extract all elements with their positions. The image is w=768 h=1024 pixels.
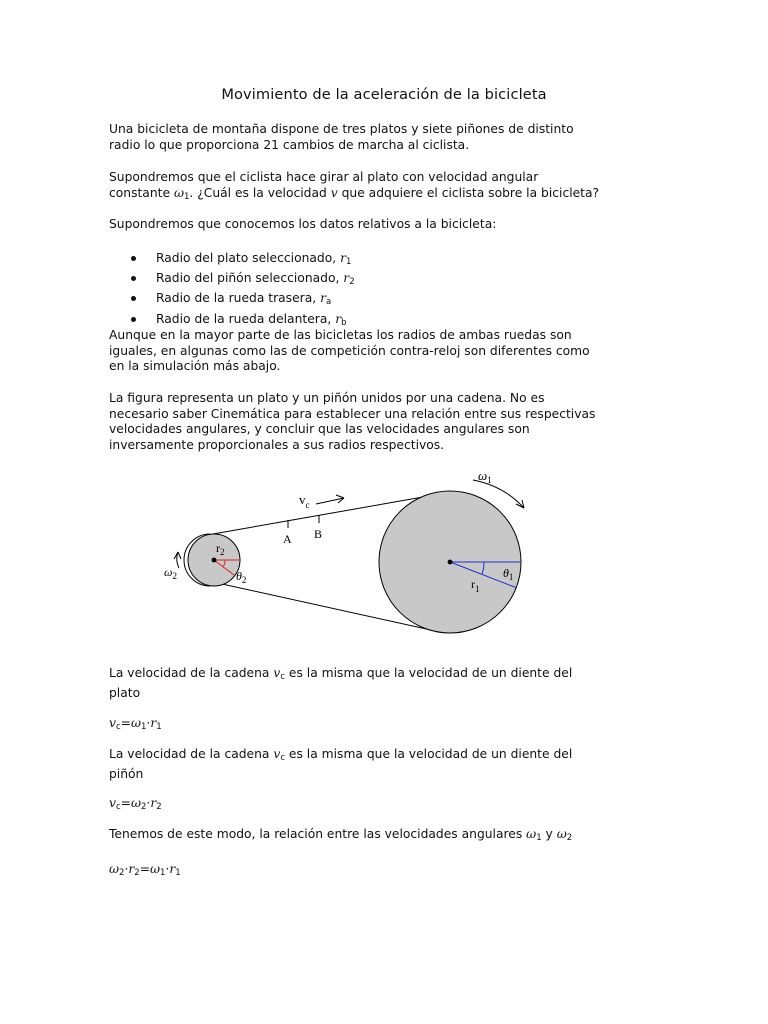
omega1-label: $\omega_1$: [478, 468, 492, 485]
relation-text: y: [541, 827, 557, 841]
wheels-note-paragraph: [109, 328, 669, 375]
radius-symbol: r: [335, 311, 342, 326]
omega2-label: $\omega_2$: [164, 565, 177, 581]
omega2-subscript: 2: [566, 833, 573, 843]
formula-symbol: ω: [150, 862, 161, 876]
formula-subscript: 2: [156, 802, 162, 812]
data-intro-paragraph: Supondremos que conocemos los datos relativos a la bicicleta:: [109, 217, 497, 231]
formula-symbol: v: [109, 716, 116, 730]
wheels-note-line: en la simulación más abajo.: [109, 359, 281, 374]
list-item: [109, 270, 669, 290]
vc-symbol: v: [273, 666, 281, 680]
relation-paragraph: [109, 827, 669, 847]
radius-symbol: r: [320, 291, 326, 306]
radius-subscript: 2: [349, 277, 355, 288]
point-b-label: B: [314, 527, 323, 541]
chain-plato-paragraph: [109, 666, 669, 701]
pinion-center-dot: [212, 558, 217, 563]
formula-operator: =: [139, 862, 150, 876]
intro-line: Una bicicleta de montaña dispone de tres platos y siete piñones de distinto: [109, 122, 574, 136]
radius-symbol: r: [340, 251, 346, 265]
chain-pinon-text: piñón: [109, 766, 144, 781]
page-title: Movimiento de la aceleración de la bicicleta: [221, 86, 547, 103]
chain-plato-text: La velocidad de la cadena: [109, 666, 274, 680]
figure-intro-paragraph: [109, 391, 669, 454]
question-line: Supondremos que el ciclista hace girar al plato con velocidad angular: [109, 170, 539, 184]
r1-label: $r_1$: [471, 577, 480, 594]
list-item-text: Radio del piñón seleccionado,: [156, 271, 344, 286]
formula-symbol: r: [169, 862, 176, 876]
theta2-label: $\theta_2$: [236, 569, 247, 585]
chain-pinon-text: es la misma que la velocidad de un diente del: [285, 747, 573, 761]
omega1-subscript: 1: [536, 833, 542, 843]
formula-symbol: r: [150, 716, 157, 730]
vc-subscript: c: [280, 672, 285, 682]
omega-subscript: 1: [183, 191, 190, 202]
formula-symbol: r: [128, 862, 135, 876]
chain-figure: [158, 464, 538, 644]
point-a-label: A: [283, 532, 292, 546]
figure-intro-line: necesario saber Cinemática para establecer una relación entre sus respectivas: [109, 406, 596, 421]
radius-subscript: 1: [345, 257, 352, 267]
formula-symbol: ω: [130, 796, 141, 810]
formula-operator: ·: [146, 796, 151, 810]
formula-operator: =: [120, 796, 131, 810]
formula-operator: ·: [165, 862, 170, 876]
list-item: [109, 290, 669, 310]
question-text: que adquiere el ciclista sobre la bicicleta?: [337, 185, 600, 200]
omega-symbol: ω: [173, 185, 184, 200]
intro-line: radio lo que proporciona 21 cambios de marcha al ciclista.: [109, 137, 470, 152]
chain-pinon-paragraph: [109, 747, 669, 782]
wheels-note-line: Aunque en la mayor parte de las bicicletas los radios de ambas ruedas son: [109, 328, 572, 342]
formula-vc-omega2: [109, 796, 162, 815]
formula-vc-omega1: [109, 716, 162, 735]
formula-symbol: r: [150, 796, 157, 810]
radius-subscript: b: [341, 317, 347, 328]
radius-subscript: a: [325, 297, 332, 308]
formula-symbol: ω: [130, 716, 141, 730]
figure-intro-line: La figura representa un plato y un piñón unidos por una cadena. No es: [109, 391, 545, 405]
omega2-symbol: ω: [556, 827, 567, 841]
radius-list: [109, 250, 669, 331]
wheels-note-line: iguales, en algunas como las de competición contra-reloj son diferentes como: [109, 343, 590, 358]
vc-subscript: c: [280, 753, 285, 763]
formula-symbol: ω: [109, 862, 120, 876]
bullet-icon: [131, 256, 136, 261]
chain-pinon-text: La velocidad de la cadena: [109, 747, 274, 761]
relation-text: Tenemos de este modo, la relación entre las velocidades angulares: [109, 827, 527, 841]
question-paragraph: [109, 170, 669, 205]
formula-subscript: 1: [156, 722, 162, 732]
list-item-text: Radio de la rueda trasera,: [156, 291, 321, 306]
list-item-text: Radio de la rueda delantera,: [156, 311, 336, 326]
r2-label: $r_2$: [216, 541, 225, 557]
formula-subscript: c: [115, 722, 121, 732]
chain-plato-text: plato: [109, 685, 141, 700]
question-text: constante: [109, 185, 174, 200]
bullet-icon: [131, 317, 136, 322]
formula-subscript: 2: [134, 868, 140, 878]
formula-operator: =: [120, 716, 131, 730]
formula-subscript: 1: [140, 722, 147, 732]
radius-symbol: r: [343, 271, 350, 286]
vc-label: $v_c$: [299, 492, 310, 510]
formula-subscript: 1: [160, 868, 166, 878]
vc-symbol: v: [273, 747, 281, 761]
formula-symbol: v: [109, 796, 116, 810]
chainring-center-dot: [448, 560, 453, 565]
formula-relation: [109, 862, 181, 881]
velocity-symbol: v: [330, 185, 338, 200]
theta1-label: $\theta_1$: [503, 566, 514, 582]
formula-subscript: 1: [175, 868, 181, 878]
list-item-text: Radio del plato seleccionado,: [156, 251, 341, 265]
list-item: [109, 250, 669, 270]
question-text: . ¿Cuál es la velocidad: [189, 185, 331, 200]
chain-plato-text: es la misma que la velocidad de un diente del: [285, 666, 573, 680]
bullet-icon: [131, 276, 136, 281]
omega1-symbol: ω: [526, 827, 537, 841]
formula-subscript: 2: [119, 868, 125, 878]
figure-intro-line: velocidades angulares, y concluir que las velocidades angulares son: [109, 422, 530, 437]
intro-paragraph: [109, 122, 669, 153]
figure-intro-line: inversamente proporcionales a sus radios respectivos.: [109, 438, 445, 453]
formula-operator: ·: [124, 862, 129, 876]
formula-subscript: c: [115, 802, 121, 812]
formula-operator: ·: [146, 716, 151, 730]
formula-subscript: 2: [140, 802, 147, 812]
bullet-icon: [131, 296, 136, 301]
